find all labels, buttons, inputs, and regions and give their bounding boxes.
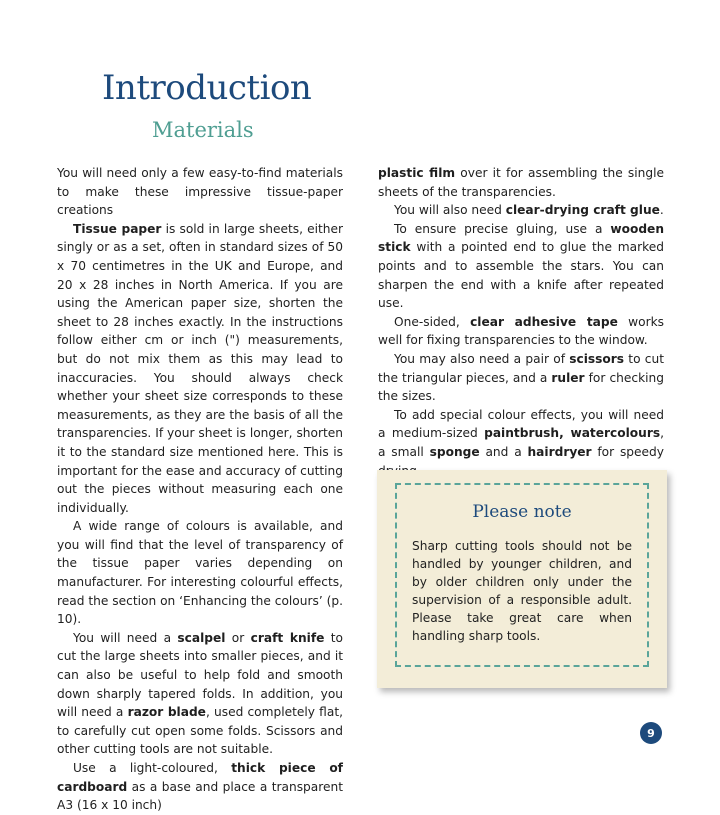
bold-term: hairdryer — [527, 444, 592, 459]
left-column — [57, 164, 343, 815]
paragraph-text: You will need a — [73, 630, 178, 645]
paragraph-text: A wide range of colours is available, and you will find that the level of transparency of the tissue paper varies depending on manufacturer. For interesting colourful effects, read the section on ‘Enhancing the colours’ (p. 10). — [57, 519, 343, 627]
paragraph — [378, 406, 664, 480]
bold-term: sponge — [429, 444, 480, 459]
right-column — [378, 164, 664, 480]
bold-term: craft knife — [250, 630, 325, 645]
bold-term: scissors — [569, 351, 625, 366]
bold-term: scalpel — [177, 630, 226, 645]
paragraph-text: Use a light-coloured, — [73, 761, 232, 775]
dashed-border — [395, 483, 649, 667]
paragraph-text: for checking the sizes. — [378, 370, 664, 404]
paragraph — [378, 220, 664, 313]
paragraph-text: is sold in large sheets, either singly or as a set, often in standard sizes of 50 x 70 centimetres in the UK and Europe, and 20 x 28 inches in North America. If you are using the American paper size, shorten the sheet to 28 inches exactly. In the instructions follow either cm or inch (") measurements, but do not mix them as this may lead to inaccuracies. You should always check whether your sheet size corresponds to these measurements, as they are the basis of all the transparencies. If your sheet is longer, shorten it to the standard size mentioned here. This is important for the ease and accuracy of cutting out the pieces without measuring each one individually. — [57, 221, 343, 515]
paragraph-text: You will also need — [394, 203, 506, 218]
bold-term: thick piece of cardboard — [57, 761, 343, 794]
paragraph — [378, 201, 664, 220]
please-note-box — [377, 470, 667, 688]
paragraph — [378, 313, 664, 350]
bold-term: clear-drying craft glue — [505, 203, 660, 218]
paragraph-text: . — [659, 203, 664, 218]
paragraph-text: to cut the large sheets into smaller pieces, and it can also be useful to help fold and smooth down sharply tapered folds. In addition, you will need a — [57, 630, 344, 720]
paragraph-text: to cut the triangular pieces, and a — [378, 351, 664, 385]
paragraph-text: , a small — [378, 426, 664, 459]
note-title: Please note — [472, 502, 572, 522]
paragraph-text: works well for fixing transparencies to the window. — [378, 314, 665, 348]
page-number-badge: 9 — [640, 722, 662, 744]
paragraph-text: , used completely flat, to carefully cut open some folds. Scissors and other cutting tools are not suitable. — [57, 705, 343, 757]
paragraph-text: and a — [479, 444, 528, 459]
bold-term: clear adhesive tape — [470, 314, 618, 329]
section-subtitle: Materials — [152, 118, 254, 142]
bold-term: plastic film — [378, 166, 456, 180]
paragraph-text: as a base and place a transparent A3 (16 x 10 inch) — [57, 779, 343, 813]
bold-term: razor blade — [127, 705, 206, 720]
paragraph-text: You may also need a pair of — [394, 351, 570, 366]
paragraph — [57, 164, 343, 220]
bold-term: ruler — [551, 370, 585, 385]
paragraph — [378, 164, 664, 201]
bold-term: Tissue paper — [73, 221, 162, 236]
bold-term: wooden stick — [378, 221, 664, 255]
paragraph-text: One-sided, — [394, 314, 471, 329]
page-title: Introduction — [102, 68, 312, 108]
paragraph — [57, 629, 343, 759]
paragraph — [378, 350, 664, 406]
paragraph-text: You will need only a few easy-to-find materials to make these impressive tissue-paper creations — [57, 166, 343, 218]
paragraph-text: To ensure precise gluing, use a — [394, 221, 611, 236]
paragraph — [57, 759, 343, 815]
paragraph — [57, 517, 343, 629]
paragraph-text: over it for assembling the single sheets of the transparencies. — [378, 166, 664, 199]
note-text: Sharp cutting tools should not be handled by younger children, and by older children only under the supervision of a responsible adult. Please take great care when handling sharp tools. — [412, 539, 632, 643]
bold-term: paintbrush, watercolours — [484, 426, 661, 441]
paragraph — [57, 220, 343, 518]
paragraph-text: To add special colour effects, you will need a medium-sized — [378, 407, 664, 441]
paragraph-text: or — [225, 630, 251, 645]
paragraph-text: for speedy — [597, 444, 664, 459]
paragraph-text: with a pointed end to glue the marked points and to assemble the stars. You can sharpen the end with a knife after repeated use. — [378, 240, 664, 311]
